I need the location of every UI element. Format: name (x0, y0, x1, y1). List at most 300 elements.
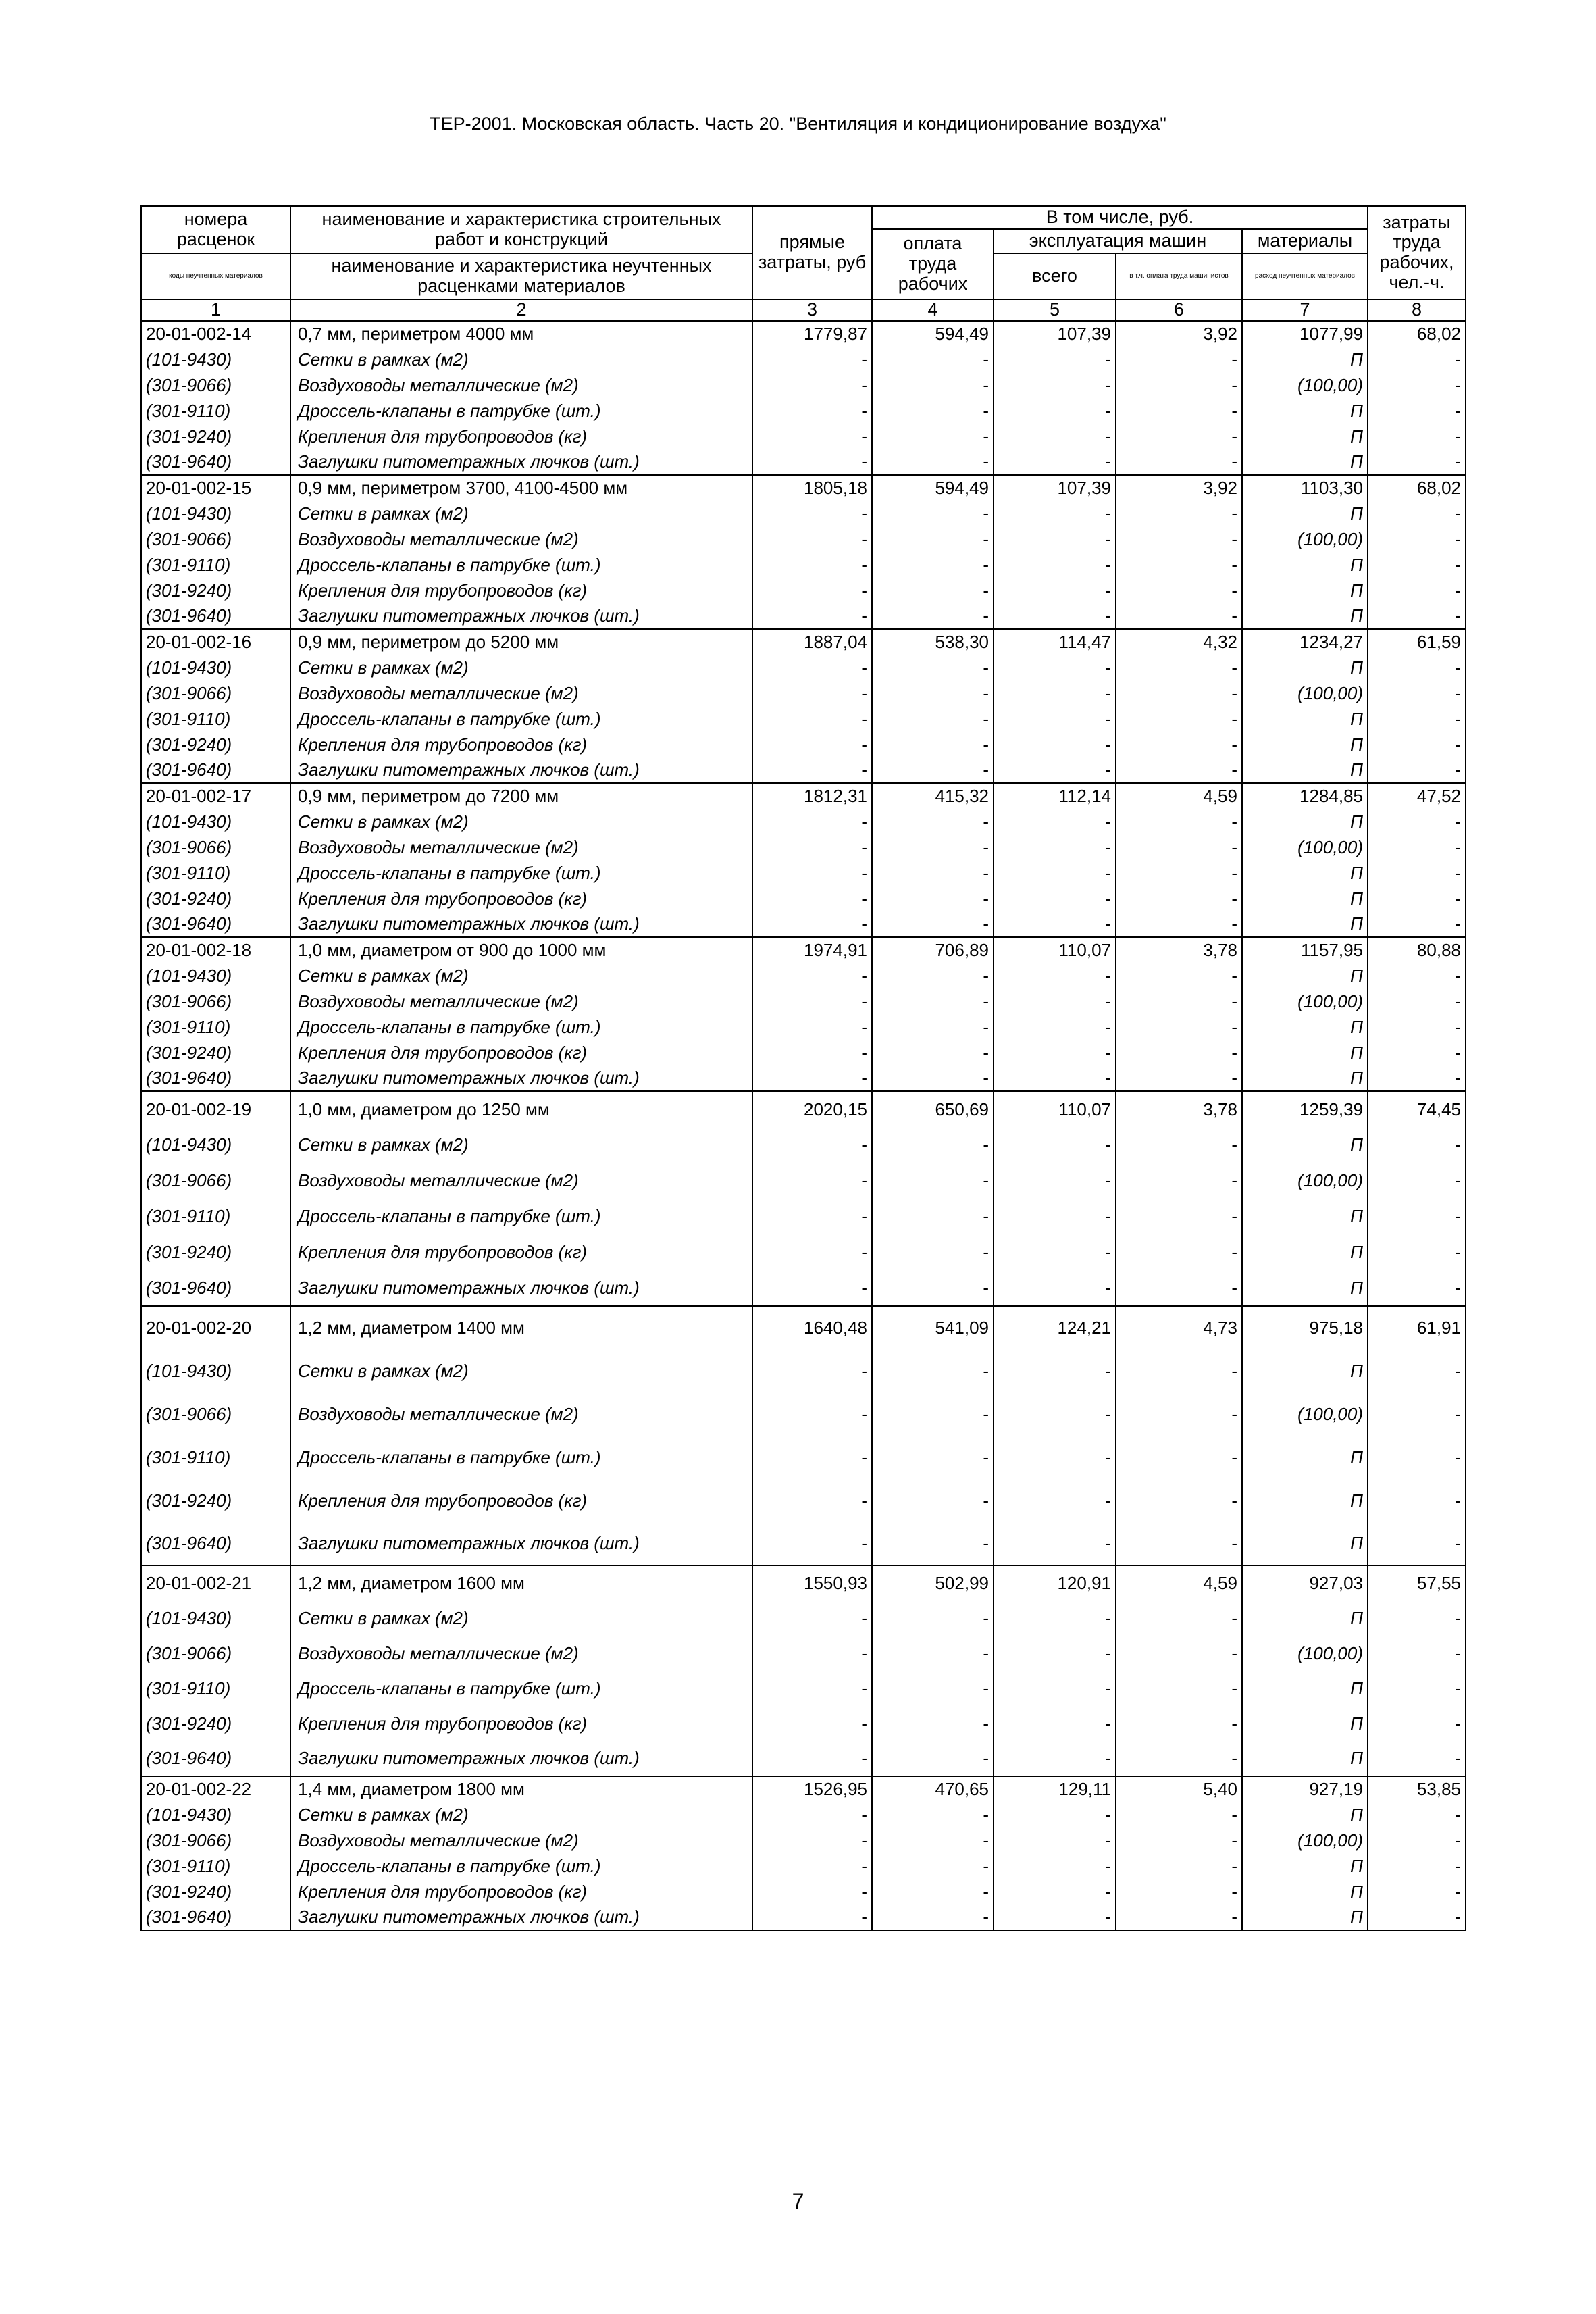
col-header-material-names: наименование и характеристика неучтенных расценками материалов (290, 253, 752, 299)
material-name: Сетки в рамках (м2) (290, 1349, 752, 1392)
labor-costs-value: 47,52 (1368, 783, 1466, 809)
direct-costs-value: - (752, 1392, 872, 1436)
labor-costs-value: - (1368, 1828, 1466, 1853)
worker-wages-value: 594,49 (872, 475, 994, 501)
material-code: (301-9110) (141, 860, 290, 886)
material-row (141, 706, 1466, 732)
labor-costs-value: 57,55 (1368, 1565, 1466, 1601)
labor-costs-value: - (1368, 1905, 1466, 1930)
labor-costs-value: - (1368, 1802, 1466, 1828)
material-consumption-value: П (1242, 732, 1368, 757)
rate-description: 0,7 мм, периметром 4000 мм (290, 321, 752, 347)
direct-costs-value: 1887,04 (752, 629, 872, 655)
material-row (141, 424, 1466, 449)
rate-code: 20-01-002-15 (141, 475, 290, 501)
worker-wages-value: - (872, 988, 994, 1014)
material-row (141, 988, 1466, 1014)
worker-wages-value: - (872, 1014, 994, 1040)
material-name: Заглушки питометражных лючков (шт.) (290, 1270, 752, 1306)
material-consumption-value: П (1242, 449, 1368, 475)
rate-row (141, 1776, 1466, 1802)
material-consumption-value: П (1242, 1436, 1368, 1479)
material-consumption-value: П (1242, 1879, 1368, 1905)
labor-costs-value: - (1368, 1014, 1466, 1040)
machines-total-value: - (994, 860, 1116, 886)
material-code: (101-9430) (141, 1127, 290, 1163)
machinist-wages-value: - (1116, 988, 1242, 1014)
material-row (141, 1199, 1466, 1234)
machines-total-value: - (994, 1636, 1116, 1671)
material-code: (301-9240) (141, 578, 290, 603)
material-name: Сетки в рамках (м2) (290, 1601, 752, 1636)
material-name: Воздуховоды металлические (м2) (290, 526, 752, 552)
machines-total-value: - (994, 1671, 1116, 1706)
worker-wages-value: - (872, 1479, 994, 1522)
machines-total-value: - (994, 809, 1116, 834)
worker-wages-value: - (872, 757, 994, 783)
labor-costs-value: - (1368, 398, 1466, 424)
rate-row (141, 321, 1466, 347)
material-name: Сетки в рамках (м2) (290, 963, 752, 988)
material-name: Дроссель-клапаны в патрубке (шт.) (290, 552, 752, 578)
rate-description: 0,9 мм, периметром 3700, 4100-4500 мм (290, 475, 752, 501)
worker-wages-value: - (872, 1234, 994, 1270)
machinist-wages-value: - (1116, 809, 1242, 834)
material-name: Воздуховоды металлические (м2) (290, 680, 752, 706)
col-number: 1 (141, 299, 290, 321)
material-code: (301-9110) (141, 1199, 290, 1234)
rate-code: 20-01-002-20 (141, 1306, 290, 1349)
machinist-wages-value: - (1116, 424, 1242, 449)
labor-costs-value: - (1368, 1706, 1466, 1741)
material-code: (301-9240) (141, 886, 290, 911)
material-row (141, 1636, 1466, 1671)
material-code: (101-9430) (141, 809, 290, 834)
rate-row (141, 1306, 1466, 1349)
direct-costs-value: - (752, 680, 872, 706)
col-number: 6 (1116, 299, 1242, 321)
material-row (141, 526, 1466, 552)
labor-costs-value: - (1368, 911, 1466, 937)
worker-wages-value: - (872, 578, 994, 603)
direct-costs-value: - (752, 1601, 872, 1636)
material-name: Дроссель-клапаны в патрубке (шт.) (290, 1436, 752, 1479)
machines-total-value: - (994, 680, 1116, 706)
worker-wages-value: - (872, 449, 994, 475)
labor-costs-value: - (1368, 809, 1466, 834)
direct-costs-value: - (752, 1828, 872, 1853)
direct-costs-value: - (752, 1522, 872, 1565)
worker-wages-value: - (872, 1828, 994, 1853)
machinist-wages-value: - (1116, 1741, 1242, 1776)
machinist-wages-value: - (1116, 1065, 1242, 1091)
material-consumption-value: П (1242, 1671, 1368, 1706)
worker-wages-value: - (872, 1040, 994, 1065)
machines-total-value: - (994, 1234, 1116, 1270)
material-consumption-value: П (1242, 1349, 1368, 1392)
labor-costs-value: - (1368, 1741, 1466, 1776)
machinist-wages-value: - (1116, 1802, 1242, 1828)
material-row (141, 1127, 1466, 1163)
direct-costs-value: - (752, 526, 872, 552)
worker-wages-value: - (872, 680, 994, 706)
direct-costs-value: - (752, 552, 872, 578)
labor-costs-value: 61,91 (1368, 1306, 1466, 1349)
machinist-wages-value: - (1116, 732, 1242, 757)
direct-costs-value: - (752, 886, 872, 911)
material-row (141, 578, 1466, 603)
direct-costs-value: - (752, 1065, 872, 1091)
machines-total-value: - (994, 501, 1116, 526)
worker-wages-value: 594,49 (872, 321, 994, 347)
labor-costs-value: - (1368, 1479, 1466, 1522)
direct-costs-value: - (752, 449, 872, 475)
machines-total-value: - (994, 1163, 1116, 1199)
col-header-machines-total: всего (994, 253, 1116, 299)
worker-wages-value: - (872, 1706, 994, 1741)
worker-wages-value: - (872, 1671, 994, 1706)
material-name: Дроссель-клапаны в патрубке (шт.) (290, 1853, 752, 1879)
machinist-wages-value: 5,40 (1116, 1776, 1242, 1802)
material-row (141, 1479, 1466, 1522)
page-number: 7 (792, 2189, 804, 2213)
machines-total-value: 107,39 (994, 321, 1116, 347)
material-row (141, 1014, 1466, 1040)
machinist-wages-value: - (1116, 911, 1242, 937)
material-consumption-value: П (1242, 757, 1368, 783)
direct-costs-value: - (752, 347, 872, 372)
material-row (141, 603, 1466, 629)
machines-total-value: - (994, 372, 1116, 398)
rate-description: 1,0 мм, диаметром от 900 до 1000 мм (290, 937, 752, 963)
material-code: (301-9066) (141, 1828, 290, 1853)
col-header-material-codes: коды неучтенных материалов (141, 253, 290, 299)
material-code: (301-9110) (141, 1014, 290, 1040)
machines-total-value: - (994, 1014, 1116, 1040)
direct-costs-value: - (752, 1636, 872, 1671)
machines-total-value: 107,39 (994, 475, 1116, 501)
worker-wages-value: - (872, 809, 994, 834)
worker-wages-value: - (872, 706, 994, 732)
material-name: Заглушки питометражных лючков (шт.) (290, 1905, 752, 1930)
rate-code: 20-01-002-17 (141, 783, 290, 809)
machinist-wages-value: - (1116, 1040, 1242, 1065)
machinist-wages-value: - (1116, 603, 1242, 629)
material-consumption-value: П (1242, 603, 1368, 629)
direct-costs-value: - (752, 424, 872, 449)
col-number: 5 (994, 299, 1116, 321)
direct-costs-value: - (752, 706, 872, 732)
material-consumption-value: П (1242, 1905, 1368, 1930)
material-code: (301-9640) (141, 1905, 290, 1930)
material-name: Крепления для трубопроводов (кг) (290, 886, 752, 911)
direct-costs-value: - (752, 834, 872, 860)
material-name: Воздуховоды металлические (м2) (290, 1163, 752, 1199)
machinist-wages-value: - (1116, 1706, 1242, 1741)
direct-costs-value: - (752, 1706, 872, 1741)
machinist-wages-value: - (1116, 757, 1242, 783)
rate-code: 20-01-002-22 (141, 1776, 290, 1802)
machinist-wages-value: - (1116, 1270, 1242, 1306)
direct-costs-value: - (752, 372, 872, 398)
material-consumption-value: П (1242, 1127, 1368, 1163)
material-consumption-value: П (1242, 398, 1368, 424)
material-row (141, 911, 1466, 937)
materials-value: 1077,99 (1242, 321, 1368, 347)
material-consumption-value: (100,00) (1242, 1392, 1368, 1436)
worker-wages-value: - (872, 1392, 994, 1436)
material-row (141, 501, 1466, 526)
material-code: (301-9066) (141, 526, 290, 552)
labor-costs-value: - (1368, 732, 1466, 757)
rate-code: 20-01-002-14 (141, 321, 290, 347)
material-code: (301-9110) (141, 552, 290, 578)
machines-total-value: - (994, 1879, 1116, 1905)
materials-value: 1157,95 (1242, 937, 1368, 963)
material-row (141, 1671, 1466, 1706)
labor-costs-value: - (1368, 552, 1466, 578)
machines-total-value: - (994, 1828, 1116, 1853)
material-row (141, 1040, 1466, 1065)
machines-total-value: - (994, 552, 1116, 578)
machines-total-value: - (994, 1522, 1116, 1565)
worker-wages-value: - (872, 1905, 994, 1930)
material-consumption-value: П (1242, 911, 1368, 937)
direct-costs-value: 1640,48 (752, 1306, 872, 1349)
material-row (141, 1802, 1466, 1828)
worker-wages-value: - (872, 1163, 994, 1199)
column-number-row (141, 299, 1466, 321)
material-consumption-value: П (1242, 1601, 1368, 1636)
material-code: (301-9240) (141, 1040, 290, 1065)
labor-costs-value: - (1368, 1199, 1466, 1234)
labor-costs-value: - (1368, 449, 1466, 475)
worker-wages-value: - (872, 501, 994, 526)
material-name: Воздуховоды металлические (м2) (290, 1828, 752, 1853)
machinist-wages-value: - (1116, 1522, 1242, 1565)
labor-costs-value: - (1368, 1879, 1466, 1905)
machines-total-value: - (994, 886, 1116, 911)
direct-costs-value: 1550,93 (752, 1565, 872, 1601)
material-code: (301-9640) (141, 1065, 290, 1091)
machinist-wages-value: - (1116, 449, 1242, 475)
material-consumption-value: П (1242, 1040, 1368, 1065)
worker-wages-value: - (872, 347, 994, 372)
machinist-wages-value: - (1116, 1014, 1242, 1040)
machinist-wages-value: - (1116, 1636, 1242, 1671)
machines-total-value: - (994, 1349, 1116, 1392)
rates-table (140, 205, 1466, 1931)
direct-costs-value: - (752, 1127, 872, 1163)
labor-costs-value: - (1368, 963, 1466, 988)
labor-costs-value: - (1368, 1392, 1466, 1436)
direct-costs-value: 1974,91 (752, 937, 872, 963)
material-consumption-value: П (1242, 809, 1368, 834)
direct-costs-value: - (752, 757, 872, 783)
direct-costs-value: - (752, 1671, 872, 1706)
material-name: Крепления для трубопроводов (кг) (290, 1479, 752, 1522)
worker-wages-value: - (872, 860, 994, 886)
col-number: 8 (1368, 299, 1466, 321)
material-code: (301-9066) (141, 988, 290, 1014)
material-name: Заглушки питометражных лючков (шт.) (290, 1065, 752, 1091)
labor-costs-value: - (1368, 1671, 1466, 1706)
material-code: (301-9640) (141, 1522, 290, 1565)
material-name: Крепления для трубопроводов (кг) (290, 1040, 752, 1065)
material-consumption-value: П (1242, 424, 1368, 449)
materials-value: 1259,39 (1242, 1091, 1368, 1127)
machines-total-value: - (994, 1706, 1116, 1741)
worker-wages-value: - (872, 424, 994, 449)
machinist-wages-value: - (1116, 578, 1242, 603)
machines-total-value: - (994, 732, 1116, 757)
material-row (141, 347, 1466, 372)
worker-wages-value: - (872, 963, 994, 988)
labor-costs-value: - (1368, 424, 1466, 449)
machines-total-value: - (994, 988, 1116, 1014)
material-code: (301-9110) (141, 1671, 290, 1706)
material-consumption-value: П (1242, 1802, 1368, 1828)
material-consumption-value: П (1242, 886, 1368, 911)
machinist-wages-value: 4,73 (1116, 1306, 1242, 1349)
material-code: (301-9240) (141, 1479, 290, 1522)
machinist-wages-value: - (1116, 1436, 1242, 1479)
rate-row (141, 1091, 1466, 1127)
machines-total-value: - (994, 449, 1116, 475)
machinist-wages-value: - (1116, 860, 1242, 886)
machines-total-value: - (994, 834, 1116, 860)
direct-costs-value: - (752, 911, 872, 937)
machinist-wages-value: - (1116, 1127, 1242, 1163)
machinist-wages-value: - (1116, 1671, 1242, 1706)
rate-description: 1,4 мм, диаметром 1800 мм (290, 1776, 752, 1802)
material-code: (301-9640) (141, 449, 290, 475)
material-name: Заглушки питометражных лючков (шт.) (290, 449, 752, 475)
machinist-wages-value: - (1116, 1163, 1242, 1199)
material-code: (301-9240) (141, 1706, 290, 1741)
col-header-work-name: наименование и характеристика строительных работ и конструкций (290, 206, 752, 253)
machinist-wages-value: - (1116, 1479, 1242, 1522)
labor-costs-value: - (1368, 1522, 1466, 1565)
machinist-wages-value: 3,92 (1116, 475, 1242, 501)
machinist-wages-value: - (1116, 347, 1242, 372)
labor-costs-value: 80,88 (1368, 937, 1466, 963)
material-consumption-value: (100,00) (1242, 680, 1368, 706)
material-code: (301-9240) (141, 732, 290, 757)
machines-total-value: - (994, 757, 1116, 783)
direct-costs-value: - (752, 1879, 872, 1905)
material-name: Воздуховоды металлические (м2) (290, 988, 752, 1014)
labor-costs-value: - (1368, 834, 1466, 860)
worker-wages-value: - (872, 1349, 994, 1392)
machinist-wages-value: - (1116, 1905, 1242, 1930)
machines-total-value: - (994, 1392, 1116, 1436)
material-name: Сетки в рамках (м2) (290, 347, 752, 372)
machines-total-value: - (994, 963, 1116, 988)
labor-costs-value: - (1368, 988, 1466, 1014)
materials-value: 1103,30 (1242, 475, 1368, 501)
material-name: Заглушки питометражных лючков (шт.) (290, 603, 752, 629)
material-row (141, 1905, 1466, 1930)
material-consumption-value: П (1242, 1014, 1368, 1040)
labor-costs-value: 68,02 (1368, 475, 1466, 501)
material-row (141, 398, 1466, 424)
material-name: Сетки в рамках (м2) (290, 1802, 752, 1828)
material-code: (301-9640) (141, 757, 290, 783)
labor-costs-value: - (1368, 501, 1466, 526)
direct-costs-value: - (752, 1905, 872, 1930)
material-code: (301-9240) (141, 1234, 290, 1270)
machines-total-value: - (994, 1199, 1116, 1234)
rate-description: 1,2 мм, диаметром 1400 мм (290, 1306, 752, 1349)
direct-costs-value: - (752, 988, 872, 1014)
worker-wages-value: - (872, 1199, 994, 1234)
col-number: 2 (290, 299, 752, 321)
machines-total-value: - (994, 347, 1116, 372)
material-name: Заглушки питометражных лючков (шт.) (290, 757, 752, 783)
material-consumption-value: (100,00) (1242, 372, 1368, 398)
direct-costs-value: - (752, 1270, 872, 1306)
machines-total-value: - (994, 578, 1116, 603)
material-row (141, 1436, 1466, 1479)
machines-total-value: - (994, 706, 1116, 732)
material-name: Заглушки питометражных лючков (шт.) (290, 1522, 752, 1565)
direct-costs-value: - (752, 603, 872, 629)
col-header-worker-wages: оплата труда рабочих (872, 229, 994, 299)
labor-costs-value: - (1368, 1601, 1466, 1636)
machines-total-value: - (994, 1905, 1116, 1930)
machinist-wages-value: - (1116, 1828, 1242, 1853)
machines-total-value: - (994, 1065, 1116, 1091)
machines-total-value: - (994, 603, 1116, 629)
material-code: (101-9430) (141, 1349, 290, 1392)
labor-costs-value: - (1368, 526, 1466, 552)
col-header-direct-costs: прямые затраты, руб (752, 206, 872, 299)
material-row (141, 963, 1466, 988)
col-header-material-consumption: расход неучтенных материалов (1242, 253, 1368, 299)
direct-costs-value: - (752, 963, 872, 988)
rate-row (141, 1565, 1466, 1601)
material-row (141, 1706, 1466, 1741)
material-name: Дроссель-клапаны в патрубке (шт.) (290, 1199, 752, 1234)
material-name: Дроссель-клапаны в патрубке (шт.) (290, 860, 752, 886)
col-header-machine-operation: эксплуатация машин (994, 229, 1242, 253)
materials-value: 927,03 (1242, 1565, 1368, 1601)
worker-wages-value: 541,09 (872, 1306, 994, 1349)
labor-costs-value: 74,45 (1368, 1091, 1466, 1127)
material-consumption-value: П (1242, 1853, 1368, 1879)
rate-code: 20-01-002-19 (141, 1091, 290, 1127)
machines-total-value: 112,14 (994, 783, 1116, 809)
direct-costs-value: 1526,95 (752, 1776, 872, 1802)
machinist-wages-value: - (1116, 834, 1242, 860)
machinist-wages-value: 4,59 (1116, 1565, 1242, 1601)
material-consumption-value: П (1242, 1522, 1368, 1565)
material-consumption-value: П (1242, 552, 1368, 578)
material-code: (101-9430) (141, 347, 290, 372)
machinist-wages-value: - (1116, 526, 1242, 552)
direct-costs-value: - (752, 1741, 872, 1776)
labor-costs-value: - (1368, 757, 1466, 783)
material-code: (301-9640) (141, 911, 290, 937)
rate-row (141, 937, 1466, 963)
rate-code: 20-01-002-18 (141, 937, 290, 963)
col-header-machinist-wages: в т.ч. оплата труда машинистов (1116, 253, 1242, 299)
material-code: (301-9640) (141, 603, 290, 629)
worker-wages-value: 415,32 (872, 783, 994, 809)
machines-total-value: - (994, 1436, 1116, 1479)
material-code: (301-9066) (141, 1392, 290, 1436)
